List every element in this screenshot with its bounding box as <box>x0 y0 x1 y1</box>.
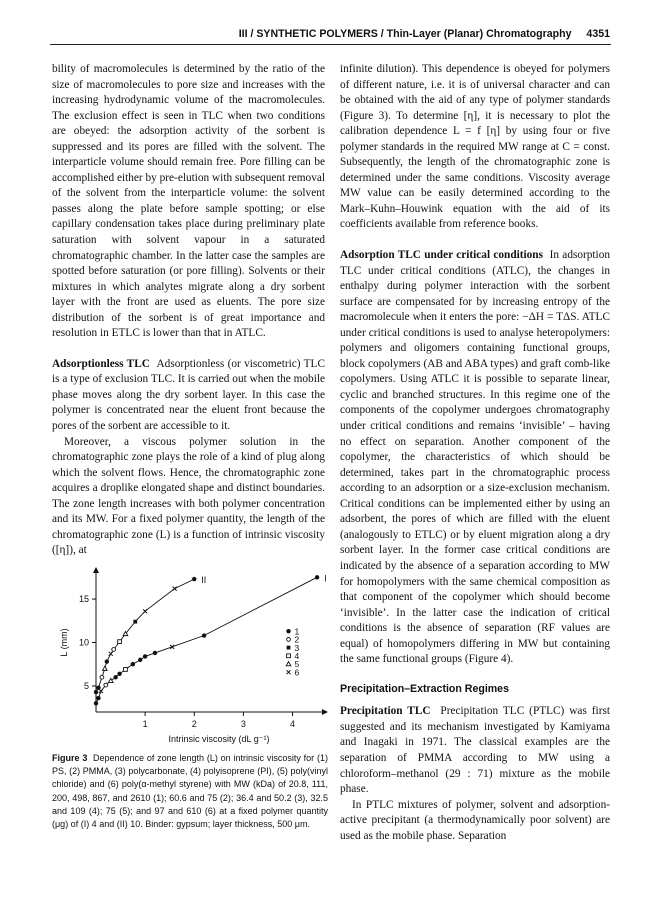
running-header <box>50 28 610 40</box>
x-tick-label: 1 <box>142 719 148 729</box>
x-tick-label: 4 <box>290 719 296 729</box>
data-point <box>133 620 137 624</box>
data-point <box>109 652 113 656</box>
legend-symbol <box>287 654 291 658</box>
data-point <box>143 654 147 658</box>
header-title: III / SYNTHETIC POLYMERS / Thin-Layer (Planar) Chromatography <box>238 28 572 40</box>
left-paragraph-1: bility of macromolecules is determined by the ratio of the size of macromolecules to pore size and increases with the increasing hydrodynamic volume of the macromolecules. The exclusion effect is seen in TLC when two conditions are obeyed: the adsorption activity of the sorbent is suppressed and its pores are filled with the solvent. The interparticle volume should remain free. Pore filling can be accomplished either by pre-elution with subsequent removal of the solvent from the interparticle volume: the solvent passes along the plate before sample spotting; or else capillary condensation takes place during preliminary plate saturation with solvent vapour in a saturated chromatographic chamber. In the latter case the samples are spotted before saturation (or pore filling). Solvents or their mixtures in which analytes migrate along a dry sorbent layer with the front are used as eluents. The pore size distribution of the sorbent is of great importance and resolution in ETLC is lower than that in ATLC. <box>52 63 325 340</box>
legend-symbol <box>287 638 291 642</box>
data-point <box>94 701 98 705</box>
run-in-heading: Precipitation TLC <box>340 705 431 718</box>
data-point <box>143 609 147 613</box>
curve-label-II: II <box>201 575 207 586</box>
legend-label: 6 <box>294 667 300 678</box>
data-point <box>138 658 142 662</box>
legend-label: 5 <box>294 659 300 670</box>
left-column <box>52 62 325 559</box>
left-paragraph-2 <box>52 357 325 435</box>
data-point <box>315 575 319 579</box>
data-point <box>108 678 113 682</box>
legend-symbol <box>286 629 290 633</box>
figure-caption <box>52 752 328 831</box>
y-tick-label: 10 <box>78 637 89 648</box>
data-point <box>173 587 177 591</box>
y-tick-label: 5 <box>83 680 89 691</box>
caption-label: Figure 3 <box>52 753 88 763</box>
right-paragraph-1: infinite dilution). This dependence is obeyed for polymers of different nature, i.e. it is of universal character and can be obtained with the aid of any type of polymer standards (Figure 3). To determine [η], it is necessary to plot the calibration dependence L = f [η] by using four or five polymer standards in the required MW range at C = const. Subsequently, the length of the chromatographic zone is determined under the same conditions. Viscosity average MW value can be easily determined according to the Mark–Kuhn–Houwink equation with the aid of its coefficients available from reference books. <box>340 63 610 231</box>
y-axis-label: L (mm) <box>59 628 69 657</box>
legend-label: 4 <box>294 651 300 662</box>
legend-label: 1 <box>294 626 300 637</box>
data-point <box>192 577 196 581</box>
section-heading: Precipitation–Extraction Regimes <box>340 682 509 695</box>
data-point <box>113 675 117 679</box>
x-axis-arrow <box>322 709 328 715</box>
legend-label: 2 <box>294 634 300 645</box>
figure-3-chart <box>50 565 330 745</box>
data-point <box>96 696 100 700</box>
data-point <box>105 659 109 663</box>
data-point <box>202 633 206 637</box>
data-point <box>96 685 100 689</box>
legend-label: 3 <box>294 642 300 653</box>
x-axis-label: Intrinsic viscosity (dL g⁻¹) <box>168 734 270 744</box>
x-tick-label: 2 <box>191 719 197 729</box>
data-point <box>103 666 108 670</box>
paragraph-text: Adsorptionless (or viscometric) TLC is a type of exclusion TLC. It is carried out when the mobile phase moves along the dry sorbent layer. In this case the polymer is concentrated near the eluent front because the pores of the sorbent are accessible to it. <box>52 357 325 433</box>
paragraph-text: Precipitation TLC (PTLC) was first suggested and its mechanism investigated by Kamiyama and Inagaki in 1971. The classical examples are the separation of PMMA according to MW using a chloroform–methanol (29 : 71) mixture as the mobile phase. <box>340 705 610 796</box>
caption-text: Dependence of zone length (L) on intrinsic viscosity for (1) PS, (2) PMMA, (3) polycarbonate, (4) polyisoprene (PI), (5) poly(vinyl chloride) and (6) poly(α-methyl styrene) with MW (kDa) of 20.8, 111, 200, 498, 867, and 2610 (1); 60.6 and 75 (2); 36.4 and 50.2 (3), 32.5 and 109 (4); 75 (5); and 97 and 610 (6) at a fixed polymer quantity (μg) of (I) 4 and (II) 10. Binder: gypsum; layer thickness, 500 μm. <box>52 753 328 830</box>
data-point <box>153 651 157 655</box>
y-tick-label: 15 <box>78 594 89 605</box>
legend-symbol <box>287 646 291 650</box>
data-point <box>117 672 121 676</box>
series-line-I <box>96 577 317 703</box>
legend-symbol <box>287 670 291 674</box>
curve-label-I: I <box>324 573 327 584</box>
series-line-II <box>96 579 194 692</box>
right-paragraph-3 <box>340 704 610 797</box>
right-column <box>340 62 610 844</box>
data-point <box>124 668 128 672</box>
data-point <box>131 662 135 666</box>
left-paragraph-3: Moreover, a viscous polymer solution in the chromatographic zone plays the role of a kind of plug along which the solvent flows. Hence, the chromatographic zone acquires a droplike elongated shape and distinct boundaries. The zone length increases with both polymer concentration and its MW. For a fixed polymer quantity, the length of the chromatographic zone (L) is a function of intrinsic viscosity ([η]), at <box>52 435 325 557</box>
x-tick-label: 3 <box>240 719 246 729</box>
data-point <box>104 683 108 687</box>
legend-symbol <box>286 662 291 666</box>
data-point <box>118 640 122 644</box>
run-in-heading: Adsorptionless TLC <box>52 357 150 370</box>
right-paragraph-4: In PTLC mixtures of polymer, solvent and adsorption-active precipitant (a thermodynamically poor solvent) are used as the mobile phase. Separation <box>340 798 610 842</box>
data-point <box>99 689 103 693</box>
paragraph-text: In adsorption TLC under critical conditions (ATLC), the changes in enthalpy during polymer interaction with the sorbent surface are compensated for by increasing entropy of the macromolecule when it enters the pore: −ΔH = TΔS. ATLC under critical conditions is used to analyse heteropolymers: polymers and oligomers containing functional groups, block copolymers (AB and ABA types) and graft comb-like copolymers. Using ATLC it is possible to separate linear, cyclic and branched structures. In this regime one of the components of the copolymer undergoes chromatography under critical conditions and remains ‘invisible’ – having no effect on separation. Another component of the copolymer, the characteristics of which should be determined, takes part in the chromatographic process according to an adsorption or a size-exclusion mechanism. Critical conditions can be implemented either by using an adsorbent, the pores of which are filled with the eluent (analogously to ETLC) or by eluent migration along a dry sorbent layer. In the former case critical conditions are indicated by the absence of a separation according to MW for homopolymers with the same chemical composition as that component of the copolymer which should become ‘invisible’. In the latter case the indication of critical conditions is the absence of separation (RF values are equal) of homopolymers differing in MW but containing the same functional groups (Figure 4). <box>340 249 610 666</box>
data-point <box>94 690 98 694</box>
data-point <box>112 648 116 652</box>
y-axis-arrow <box>93 567 99 573</box>
run-in-heading: Adsorption TLC under critical conditions <box>340 249 543 262</box>
header-rule <box>50 44 611 45</box>
right-paragraph-2 <box>340 248 610 668</box>
data-point <box>100 675 104 679</box>
page-number: 4351 <box>586 28 610 40</box>
